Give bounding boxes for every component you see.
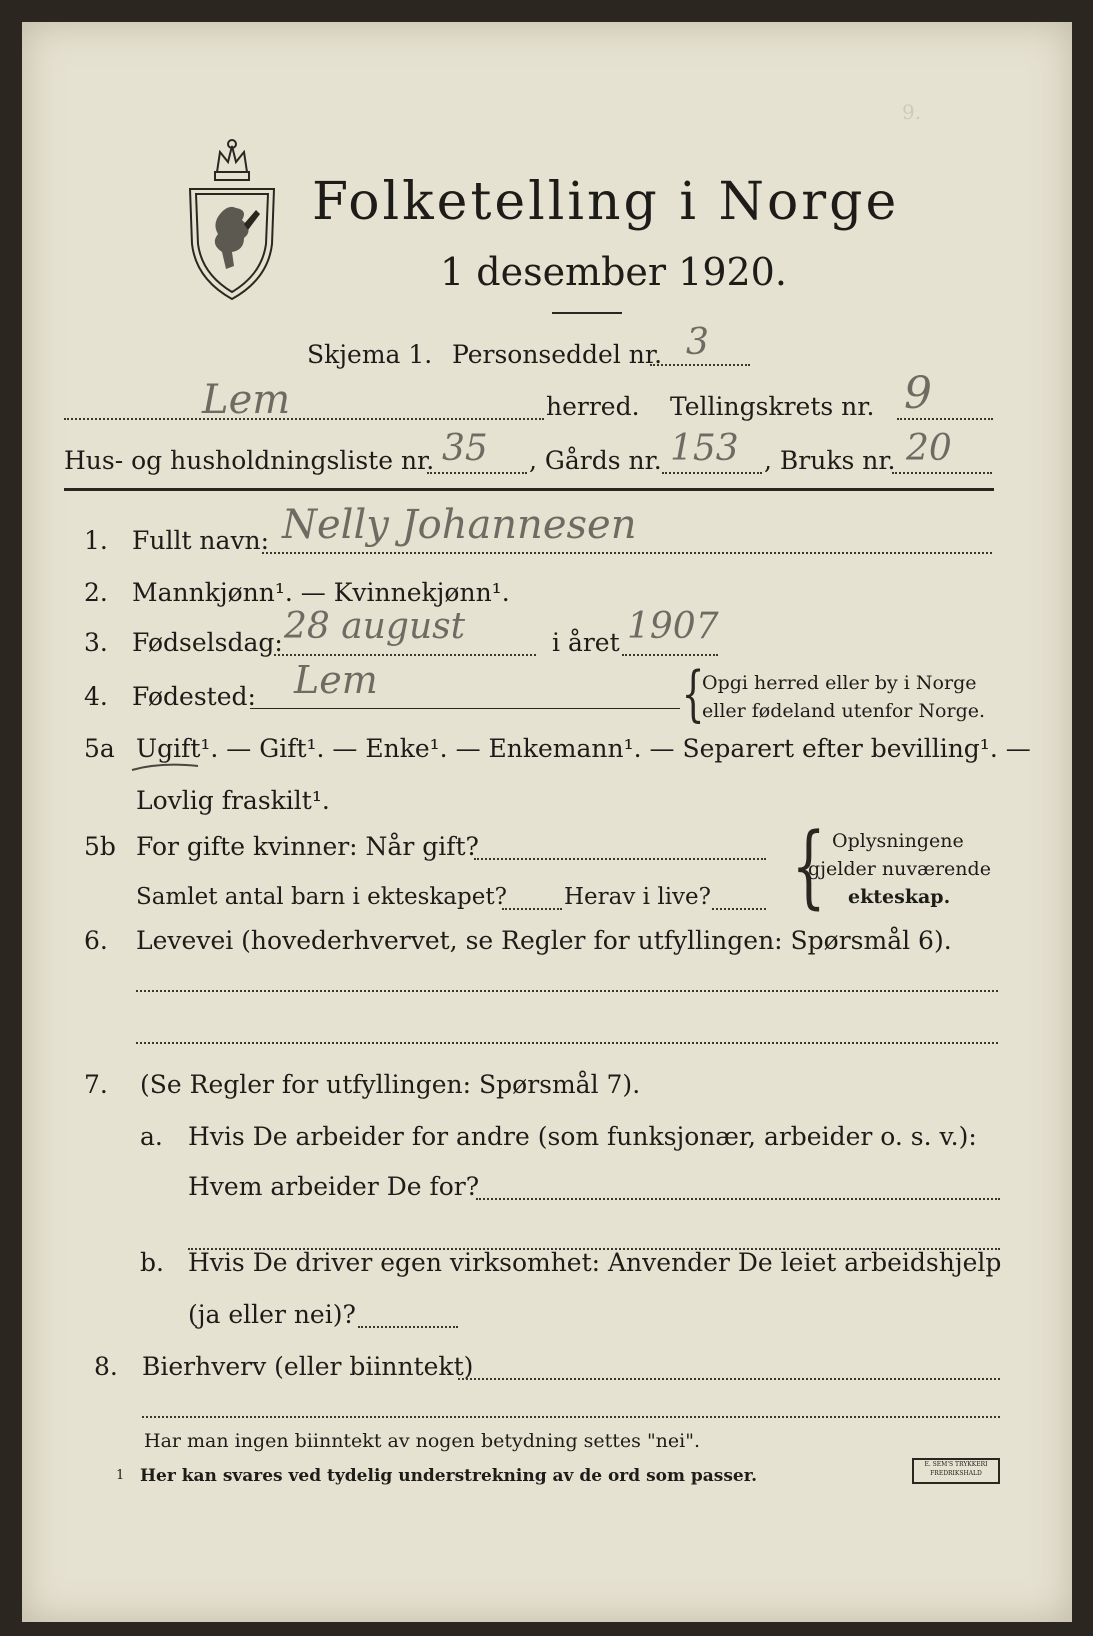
q2-number: 2.	[84, 578, 108, 607]
birthday-field-line	[274, 654, 536, 656]
census-date: 1 desember 1920.	[440, 250, 787, 294]
alive-field-line	[712, 908, 766, 910]
birth-year-field-line	[622, 654, 718, 656]
printer-stamp	[912, 1458, 1000, 1484]
footnote-text: Her kan svares ved tydelig understrekning av de ord som passer.	[140, 1466, 758, 1486]
hired-help-field-line	[358, 1326, 458, 1328]
form-title: Folketelling i Norge	[312, 172, 900, 232]
birthday-value[interactable]: 28 august	[284, 606, 466, 647]
full-name-field-line	[262, 552, 992, 554]
husholdning-label: Hus- og husholdningsliste nr.	[64, 446, 435, 475]
q8-number: 8.	[94, 1352, 118, 1381]
q7-number: 7.	[84, 1070, 108, 1099]
gards-label: , Gårds nr.	[529, 446, 662, 475]
ugift-underline-mark	[130, 760, 200, 774]
q7b-line1: Hvis De driver egen virksomhet: Anvender De leiet arbeidshjelp	[188, 1248, 1002, 1277]
q5b-children-label: Samlet antal barn i ekteskapet?	[136, 884, 507, 910]
herred-field-line	[64, 418, 544, 420]
birthplace-note-line1: Opgi herred eller by i Norge	[702, 672, 977, 694]
birthplace-field-line	[250, 708, 680, 709]
children-field-line	[502, 908, 562, 910]
printer-stamp-line1: E. SEM'S TRYKKERI	[924, 1461, 988, 1468]
personseddel-label: Personseddel nr.	[452, 340, 663, 369]
marriage-note-brace: {	[791, 814, 826, 919]
q7b-letter: b.	[140, 1248, 164, 1277]
full-name-value[interactable]: Nelly Johannesen	[282, 502, 637, 548]
q5b-married-label: For gifte kvinner: Når gift?	[136, 832, 479, 861]
census-form-sheet	[22, 22, 1072, 1622]
marital-status-options[interactable]: Ugift¹. — Gift¹. — Enke¹. — Enkemann¹. — Separert efter bevilling¹. —	[136, 734, 1031, 763]
birth-year-label: i året	[552, 628, 620, 657]
employer-field-line-1	[476, 1198, 1000, 1200]
occupation-field-line-2	[136, 1042, 998, 1044]
q7-label: (Se Regler for utfyllingen: Spørsmål 7).	[140, 1070, 641, 1099]
q1-label: Fullt navn:	[132, 526, 270, 555]
birthplace-note-line2: eller fødeland utenfor Norge.	[702, 700, 986, 722]
printer-stamp-line2: FREDRIKSHALD	[930, 1470, 982, 1477]
q1-number: 1.	[84, 526, 108, 555]
marriage-note-line2: gjelder nuværende	[808, 858, 991, 880]
personseddel-field-line	[650, 364, 750, 366]
birthplace-note-brace: {	[681, 659, 705, 729]
footnote-mark: 1	[116, 1468, 125, 1483]
q5b-number: 5b	[84, 832, 116, 861]
herred-value[interactable]: Lem	[202, 377, 291, 423]
gender-options[interactable]: Mannkjønn¹. — Kvinnekjønn¹.	[132, 578, 510, 607]
bruks-field-line	[892, 472, 992, 474]
side-income-field-line-2	[142, 1416, 1000, 1418]
q7a-employer-label: Hvem arbeider De for?	[188, 1172, 480, 1201]
q7a-letter: a.	[140, 1122, 163, 1151]
q5b-alive-label: Herav i live?	[564, 884, 711, 910]
q6-number: 6.	[84, 926, 108, 955]
personseddel-value[interactable]: 3	[686, 322, 709, 363]
q3-label: Fødselsdag:	[132, 628, 283, 657]
q4-number: 4.	[84, 682, 108, 711]
marriage-note-line3: ekteskap.	[848, 886, 951, 908]
q8-label: Bierhverv (eller biinntekt)	[142, 1352, 474, 1381]
occupation-field-line-1	[136, 990, 998, 992]
q7b-label: (ja eller nei)?	[188, 1300, 356, 1329]
header-divider	[64, 488, 994, 491]
q5a-number: 5a	[84, 734, 115, 763]
marital-status-options-cont[interactable]: Lovlig fraskilt¹.	[136, 786, 330, 815]
marriage-note-line1: Oplysningene	[832, 830, 964, 852]
q3-number: 3.	[84, 628, 108, 657]
tellingskrets-label: Tellingskrets nr.	[670, 392, 875, 421]
husholdning-value[interactable]: 35	[442, 428, 488, 469]
bruks-label: , Bruks nr.	[764, 446, 896, 475]
side-income-field-line-1	[458, 1378, 1000, 1380]
gards-value[interactable]: 153	[670, 428, 739, 469]
no-income-note: Har man ingen biinntekt av nogen betydning settes "nei".	[144, 1430, 701, 1452]
birth-year-value[interactable]: 1907	[627, 606, 719, 647]
schema-label: Skjema 1.	[307, 340, 433, 369]
bleed-through-text: 9.	[902, 100, 922, 124]
q7a-line1: Hvis De arbeider for andre (som funksjonær, arbeider o. s. v.):	[188, 1122, 977, 1151]
husholdning-field-line	[427, 472, 527, 474]
norwegian-coat-of-arms-icon	[182, 134, 282, 304]
q6-label: Levevei (hovederhvervet, se Regler for utfyllingen: Spørsmål 6).	[136, 926, 952, 955]
tellingskrets-value[interactable]: 9	[904, 368, 932, 419]
married-date-field-line	[474, 858, 766, 860]
gards-field-line	[662, 472, 762, 474]
bruks-value[interactable]: 20	[906, 428, 952, 469]
herred-label: herred.	[546, 392, 640, 421]
q4-label: Fødested:	[132, 682, 256, 711]
title-divider	[552, 312, 622, 314]
birthplace-value[interactable]: Lem	[294, 658, 378, 702]
